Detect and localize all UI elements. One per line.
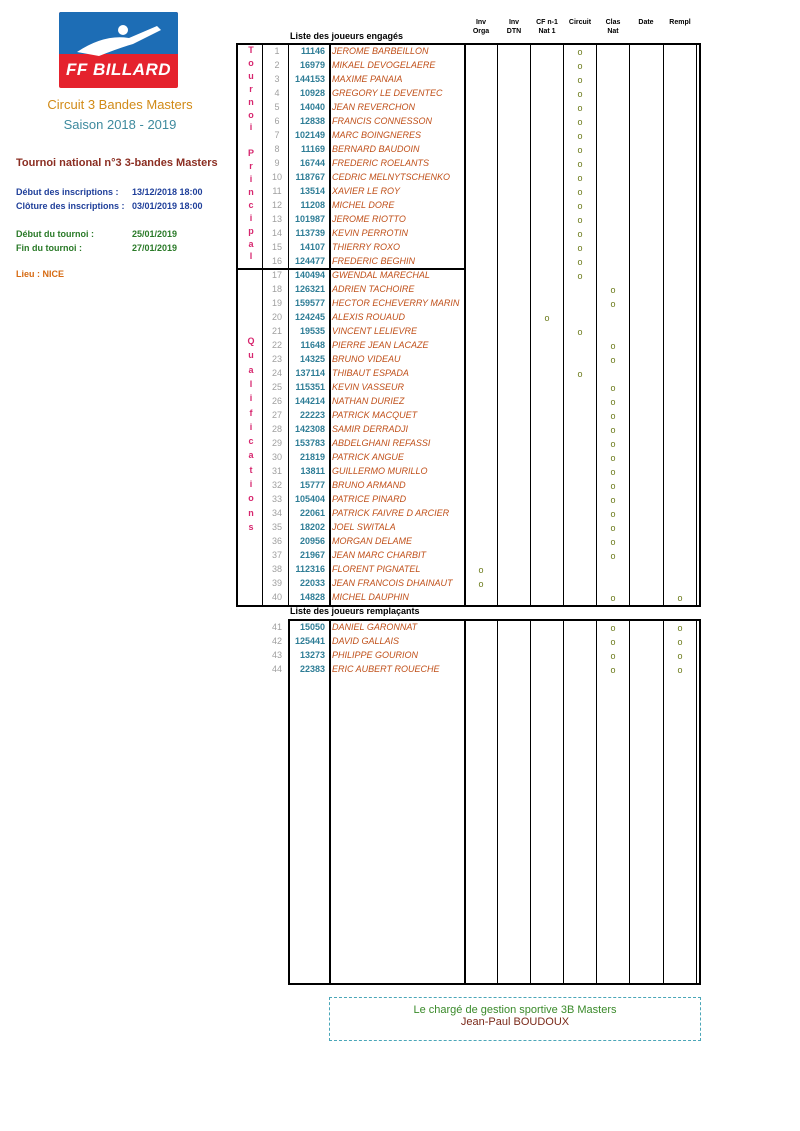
column-header bbox=[662, 18, 698, 27]
mark-clas: o bbox=[610, 509, 616, 519]
mark-clas: o bbox=[610, 467, 616, 477]
player-name: MORGAN DELAME bbox=[332, 536, 413, 546]
player-name: MICHEL DAUPHIN bbox=[332, 592, 409, 602]
license-number: 11648 bbox=[300, 340, 325, 350]
row-number: 31 bbox=[271, 466, 282, 476]
location: Lieu : NICE bbox=[16, 269, 65, 279]
vertical-letter: f bbox=[249, 407, 253, 418]
mark-clas: o bbox=[610, 411, 616, 421]
license-number: 10928 bbox=[299, 88, 325, 98]
mark-circuit: o bbox=[577, 271, 583, 281]
row-number: 21 bbox=[271, 326, 282, 336]
player-name: VINCENT LELIEVRE bbox=[332, 326, 418, 336]
mark-clas: o bbox=[610, 637, 616, 647]
player-name: JEAN REVERCHON bbox=[332, 102, 416, 112]
row-number: 14 bbox=[271, 228, 282, 238]
player-name: KEVIN VASSEUR bbox=[332, 382, 405, 392]
mark-orga: o bbox=[478, 579, 484, 589]
row-number: 6 bbox=[274, 116, 280, 126]
player-name: JEAN MARC CHARBIT bbox=[332, 550, 427, 560]
grid-column-line bbox=[596, 43, 597, 607]
mark-circuit: o bbox=[577, 229, 583, 239]
ffbillard-logo bbox=[59, 12, 178, 88]
player-name: GUILLERMO MURILLO bbox=[332, 466, 428, 476]
vertical-letter: i bbox=[249, 212, 253, 223]
license-number: 11146 bbox=[300, 46, 325, 56]
mark-circuit: o bbox=[577, 187, 583, 197]
license-number: 16979 bbox=[299, 60, 325, 70]
player-name: JOEL SWITALA bbox=[332, 522, 396, 532]
vertical-letter: i bbox=[249, 122, 253, 133]
vertical-letter: i bbox=[249, 479, 253, 489]
player-name: HECTOR ECHEVERRY MARIN bbox=[332, 298, 460, 308]
signature-name: Jean-Paul BOUDOUX bbox=[460, 1016, 570, 1028]
vertical-letter: o bbox=[248, 109, 254, 120]
license-number: 14325 bbox=[299, 354, 325, 364]
player-name: PIERRE JEAN LACAZE bbox=[332, 340, 429, 350]
vertical-letter: a bbox=[248, 238, 254, 249]
license-number: 14828 bbox=[299, 592, 325, 602]
mark-rempl: o bbox=[677, 651, 683, 661]
vertical-letter: n bbox=[248, 507, 254, 518]
license-number: 11208 bbox=[300, 200, 325, 210]
vertical-letter: T bbox=[248, 45, 254, 55]
license-number: 19535 bbox=[299, 326, 325, 336]
row-number: 43 bbox=[271, 650, 282, 660]
row-number: 3 bbox=[274, 74, 280, 84]
mark-clas: o bbox=[610, 425, 616, 435]
row-number: 38 bbox=[271, 564, 282, 574]
grid-column-line bbox=[563, 619, 564, 985]
license-number: 21819 bbox=[299, 452, 325, 462]
player-name: BRUNO VIDEAU bbox=[332, 354, 401, 364]
vertical-letter: s bbox=[248, 521, 254, 532]
player-name: XAVIER LE ROY bbox=[332, 186, 401, 196]
grid-column-line bbox=[464, 619, 466, 985]
player-name: FREDERIC ROELANTS bbox=[332, 158, 430, 168]
row-number: 34 bbox=[271, 508, 282, 518]
license-number: 16744 bbox=[299, 158, 325, 168]
grid-column-line bbox=[629, 619, 630, 985]
license-number: 11169 bbox=[300, 144, 325, 154]
mark-clas: o bbox=[610, 397, 616, 407]
vertical-letter: l bbox=[249, 251, 253, 262]
license-number: 14040 bbox=[299, 102, 325, 112]
row-number: 27 bbox=[271, 410, 282, 420]
mark-cf: o bbox=[544, 313, 550, 323]
mark-circuit: o bbox=[577, 159, 583, 169]
vertical-letter: u bbox=[248, 350, 254, 361]
mark-clas: o bbox=[610, 623, 616, 633]
column-header-line1: Circuit bbox=[568, 19, 592, 26]
mark-clas: o bbox=[610, 593, 616, 603]
license-number: 153783 bbox=[294, 438, 325, 448]
row-number: 18 bbox=[271, 284, 282, 294]
player-name: FRANCIS CONNESSON bbox=[332, 116, 433, 126]
tournament-title: Tournoi national n°3 3-bandes Masters bbox=[16, 157, 218, 169]
player-name: ADRIEN TACHOIRE bbox=[332, 284, 415, 294]
license-number: 105404 bbox=[294, 494, 325, 504]
license-number: 118767 bbox=[295, 172, 325, 182]
grid-column-line bbox=[464, 43, 466, 607]
mark-rempl: o bbox=[677, 593, 683, 603]
vertical-letter: c bbox=[248, 436, 254, 447]
end-label: Fin du tournoi : bbox=[16, 243, 82, 253]
license-number: 22061 bbox=[299, 508, 325, 518]
grid-column-line bbox=[497, 43, 498, 607]
column-header bbox=[496, 18, 532, 36]
column-header-line1: Inv bbox=[508, 19, 520, 26]
mark-circuit: o bbox=[577, 257, 583, 267]
row-number: 11 bbox=[272, 186, 282, 196]
grid-column-line bbox=[596, 619, 597, 985]
player-name: JEAN FRANCOIS DHAINAUT bbox=[332, 578, 453, 588]
mark-circuit: o bbox=[577, 215, 583, 225]
row-number: 16 bbox=[271, 256, 282, 266]
mark-orga: o bbox=[478, 565, 484, 575]
grid-column-line bbox=[262, 43, 263, 607]
signature-box bbox=[329, 997, 701, 1041]
column-header-line1: Rempl bbox=[669, 19, 691, 26]
mark-clas: o bbox=[610, 285, 616, 295]
vertical-letter: l bbox=[249, 378, 253, 389]
grid-column-line bbox=[329, 619, 331, 985]
mark-clas: o bbox=[610, 453, 616, 463]
player-name: GREGORY LE DEVENTEC bbox=[332, 88, 443, 98]
player-name: CEDRIC MELNYTSCHENKO bbox=[332, 172, 451, 182]
row-number: 9 bbox=[274, 158, 280, 168]
circuit-title: Circuit 3 Bandes Masters bbox=[47, 97, 193, 112]
mark-rempl: o bbox=[677, 637, 683, 647]
license-number: 12838 bbox=[299, 116, 325, 126]
player-name: DANIEL GARONNAT bbox=[332, 622, 418, 632]
grid-column-line bbox=[329, 43, 331, 607]
mark-clas: o bbox=[610, 523, 616, 533]
row-number: 32 bbox=[271, 480, 282, 490]
player-name: PATRICK FAIVRE D ARCIER bbox=[332, 508, 450, 518]
mark-circuit: o bbox=[577, 327, 583, 337]
vertical-letter: r bbox=[249, 161, 253, 172]
license-number: 124477 bbox=[294, 256, 325, 266]
grid-column-line bbox=[563, 43, 564, 607]
column-header bbox=[628, 18, 664, 27]
mark-clas: o bbox=[610, 651, 616, 661]
row-number: 13 bbox=[271, 214, 282, 224]
player-name: ERIC AUBERT ROUECHE bbox=[332, 664, 440, 674]
mark-clas: o bbox=[610, 383, 616, 393]
mark-circuit: o bbox=[577, 47, 583, 57]
column-header bbox=[595, 18, 631, 36]
column-header-line2: Nat bbox=[607, 28, 619, 35]
license-number: 113739 bbox=[295, 228, 325, 238]
logo-text: FF BILLARD bbox=[65, 60, 172, 79]
row-number: 5 bbox=[274, 102, 280, 112]
vertical-letter: i bbox=[249, 393, 253, 404]
license-number: 137114 bbox=[295, 368, 325, 378]
license-number: 144153 bbox=[294, 74, 325, 84]
grid-column-line bbox=[497, 619, 498, 985]
license-number: 20956 bbox=[299, 536, 325, 546]
license-number: 140494 bbox=[294, 270, 325, 280]
row-number: 30 bbox=[271, 452, 282, 462]
player-name: ABDELGHANI REFASSI bbox=[332, 438, 431, 448]
row-number: 4 bbox=[274, 88, 280, 98]
season: Saison 2018 - 2019 bbox=[63, 117, 177, 132]
vertical-letter: P bbox=[247, 148, 254, 159]
row-number: 15 bbox=[271, 242, 282, 252]
row-number: 19 bbox=[271, 298, 282, 308]
insc-start-value: 13/12/2018 18:00 bbox=[132, 187, 203, 197]
mark-clas: o bbox=[610, 551, 616, 561]
license-number: 13273 bbox=[299, 650, 325, 660]
player-name: KEVIN PERROTIN bbox=[332, 228, 409, 238]
player-name: THIERRY ROXO bbox=[332, 242, 401, 252]
column-header-line1: Clas bbox=[605, 19, 621, 26]
mark-clas: o bbox=[610, 355, 616, 365]
vertical-letter: n bbox=[248, 96, 254, 107]
grid-column-line bbox=[696, 619, 697, 985]
player-name: BERNARD BAUDOIN bbox=[332, 144, 420, 154]
mark-clas: o bbox=[610, 341, 616, 351]
row-number: 39 bbox=[271, 578, 282, 588]
mark-circuit: o bbox=[577, 103, 583, 113]
row-number: 29 bbox=[271, 438, 282, 448]
vertical-letter: a bbox=[248, 450, 254, 461]
license-number: 15050 bbox=[299, 622, 325, 632]
row-number: 10 bbox=[271, 172, 282, 182]
player-name: PATRICK ANGUE bbox=[332, 452, 404, 462]
vertical-letter: Q bbox=[247, 336, 255, 346]
player-name: THIBAUT ESPADA bbox=[332, 368, 409, 378]
vertical-letter: o bbox=[248, 493, 254, 504]
main-list-title: Liste des joueurs engagés bbox=[290, 31, 404, 41]
vertical-letter: o bbox=[248, 57, 254, 68]
vertical-letter: r bbox=[249, 83, 253, 94]
mark-circuit: o bbox=[577, 369, 583, 379]
column-header bbox=[562, 18, 598, 27]
mark-clas: o bbox=[610, 495, 616, 505]
license-number: 126321 bbox=[294, 284, 325, 294]
license-number: 22383 bbox=[299, 664, 325, 674]
mark-circuit: o bbox=[577, 145, 583, 155]
license-number: 13514 bbox=[299, 186, 325, 196]
row-number: 1 bbox=[274, 46, 280, 56]
mark-circuit: o bbox=[577, 201, 583, 211]
row-number: 41 bbox=[271, 622, 282, 632]
license-number: 101987 bbox=[294, 214, 325, 224]
mark-circuit: o bbox=[577, 173, 583, 183]
row-number: 37 bbox=[271, 550, 282, 560]
license-number: 142308 bbox=[294, 424, 325, 434]
license-number: 159577 bbox=[294, 298, 325, 308]
column-header-line2: Orga bbox=[472, 28, 490, 35]
column-header-line2: Nat 1 bbox=[538, 28, 556, 35]
license-number: 144214 bbox=[294, 396, 325, 406]
grid-column-line bbox=[629, 43, 630, 607]
grid-column-line bbox=[663, 43, 664, 607]
player-name: PHILIPPE GOURION bbox=[332, 650, 419, 660]
column-header bbox=[529, 18, 565, 36]
vertical-letter: u bbox=[248, 70, 254, 81]
mark-circuit: o bbox=[577, 75, 583, 85]
mark-rempl: o bbox=[677, 665, 683, 675]
column-header bbox=[463, 18, 499, 36]
end-value: 27/01/2019 bbox=[132, 243, 178, 253]
player-name: FLORENT PIGNATEL bbox=[332, 564, 421, 574]
row-number: 25 bbox=[271, 382, 282, 392]
column-header-line1: CF n-1 bbox=[536, 19, 558, 26]
row-number: 28 bbox=[271, 424, 282, 434]
mark-circuit: o bbox=[577, 89, 583, 99]
start-label: Début du tournoi : bbox=[16, 229, 94, 239]
row-number: 23 bbox=[271, 354, 282, 364]
column-header-line1: Date bbox=[638, 19, 654, 26]
mark-circuit: o bbox=[577, 131, 583, 141]
player-name: SAMIR DERRADJI bbox=[332, 424, 409, 434]
player-name: PATRICE PINARD bbox=[332, 494, 407, 504]
grid-column-line bbox=[530, 43, 531, 607]
license-number: 125441 bbox=[294, 636, 325, 646]
start-value: 25/01/2019 bbox=[132, 229, 178, 239]
license-number: 22033 bbox=[299, 578, 325, 588]
row-number: 12 bbox=[271, 200, 282, 210]
column-header-line1: Inv bbox=[475, 19, 487, 26]
insc-end-label: Clôture des inscriptions : bbox=[16, 201, 125, 211]
row-number: 26 bbox=[271, 396, 282, 406]
insc-end-value: 03/01/2019 18:00 bbox=[132, 201, 203, 211]
player-name: PATRICK MACQUET bbox=[332, 410, 418, 420]
row-number: 40 bbox=[271, 592, 282, 602]
vertical-letter: a bbox=[248, 364, 254, 375]
player-name: MICHEL DORE bbox=[332, 200, 395, 210]
signature-role: Le chargé de gestion sportive 3B Masters bbox=[413, 1004, 617, 1016]
player-name: JEROME BARBEILLON bbox=[332, 46, 429, 56]
player-name: FREDERIC BEGHIN bbox=[332, 256, 416, 266]
player-name: GWENDAL MARECHAL bbox=[332, 270, 430, 280]
column-header-line2: DTN bbox=[506, 28, 522, 35]
mark-circuit: o bbox=[577, 117, 583, 127]
license-number: 115351 bbox=[295, 382, 325, 392]
vertical-letter: p bbox=[248, 225, 254, 236]
vertical-letter: i bbox=[249, 174, 253, 184]
vertical-letter: c bbox=[248, 199, 254, 210]
player-name: MIKAEL DEVOGELAERE bbox=[332, 60, 436, 70]
license-number: 13811 bbox=[300, 466, 325, 476]
grid-column-line bbox=[696, 43, 697, 607]
row-number: 42 bbox=[271, 636, 282, 646]
player-name: BRUNO ARMAND bbox=[332, 480, 406, 490]
row-number: 20 bbox=[271, 312, 282, 322]
row-number: 7 bbox=[274, 130, 280, 140]
license-number: 102149 bbox=[294, 130, 325, 140]
row-number: 35 bbox=[271, 522, 282, 532]
vertical-letter: t bbox=[249, 464, 253, 475]
player-name: NATHAN DURIEZ bbox=[332, 396, 405, 406]
grid-column-line bbox=[530, 619, 531, 985]
row-number: 44 bbox=[271, 664, 282, 674]
mark-clas: o bbox=[610, 299, 616, 309]
player-name: JEROME RIOTTO bbox=[332, 214, 406, 224]
vertical-letter: n bbox=[248, 186, 254, 197]
license-number: 124245 bbox=[294, 312, 325, 322]
grid-column-line bbox=[663, 619, 664, 985]
mark-clas: o bbox=[610, 537, 616, 547]
license-number: 21967 bbox=[299, 550, 325, 560]
row-number: 36 bbox=[271, 536, 282, 546]
player-name: DAVID GALLAIS bbox=[332, 636, 400, 646]
row-number: 17 bbox=[271, 270, 282, 280]
player-name: MARC BOINGNERES bbox=[332, 130, 422, 140]
player-name: MAXIME PANAIA bbox=[332, 74, 403, 84]
mark-clas: o bbox=[610, 481, 616, 491]
license-number: 14107 bbox=[299, 242, 325, 252]
vertical-letter: i bbox=[249, 421, 253, 432]
player-name: ALEXIS ROUAUD bbox=[332, 312, 406, 322]
mark-circuit: o bbox=[577, 243, 583, 253]
row-number: 24 bbox=[271, 368, 282, 378]
row-number: 2 bbox=[274, 60, 280, 70]
mark-clas: o bbox=[610, 665, 616, 675]
license-number: 22223 bbox=[299, 410, 325, 420]
license-number: 112316 bbox=[295, 564, 325, 574]
mark-clas: o bbox=[610, 439, 616, 449]
mark-rempl: o bbox=[677, 623, 683, 633]
license-number: 18202 bbox=[299, 522, 325, 532]
row-number: 22 bbox=[271, 340, 282, 350]
insc-start-label: Début des inscriptions : bbox=[16, 187, 119, 197]
row-number: 8 bbox=[274, 144, 280, 154]
mark-circuit: o bbox=[577, 61, 583, 71]
replacement-list-title: Liste des joueurs remplaçants bbox=[290, 606, 420, 616]
license-number: 15777 bbox=[299, 480, 325, 490]
row-number: 33 bbox=[271, 494, 282, 504]
